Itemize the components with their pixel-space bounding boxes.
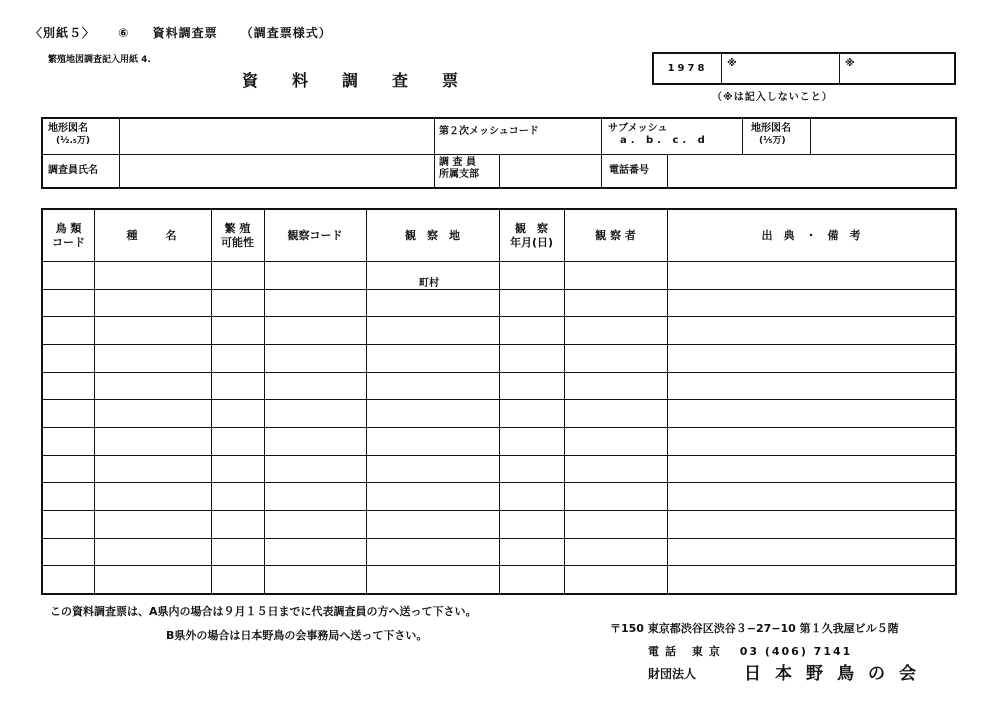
col-header-species: 種 名 bbox=[126, 228, 179, 242]
surveyor-name-field[interactable] bbox=[121, 155, 433, 187]
submesh-options: a. b. c. d bbox=[620, 135, 709, 146]
submesh-label: サブメッシュ a. b. c. d bbox=[608, 123, 709, 146]
col-header-obs-place: 観 察 地 bbox=[405, 228, 460, 242]
reserved-note: （※は記入しないこと） bbox=[712, 92, 833, 103]
col-divider bbox=[601, 119, 602, 187]
column-divider bbox=[499, 210, 500, 593]
table-row bbox=[43, 372, 955, 373]
reserved-field-2: ※ bbox=[845, 58, 855, 69]
col-divider bbox=[119, 119, 120, 187]
col-header-bird-code: 鳥 類 コード bbox=[52, 221, 85, 249]
footer-instruction-1: この資料調査票は、A県内の場合は９月１５日までに代表調査員の方へ送って下さい。 bbox=[50, 605, 477, 618]
mesh2-label: 第２次メッシュコード bbox=[439, 126, 539, 137]
column-divider bbox=[564, 210, 565, 593]
table-row bbox=[43, 344, 955, 345]
table-row bbox=[43, 427, 955, 428]
phone-field[interactable] bbox=[669, 155, 955, 187]
map-name-label: 地形図名 (¹⁄₂.₅万) bbox=[48, 123, 90, 146]
col-header-source-notes: 出 典 ・ 備 考 bbox=[761, 228, 861, 242]
town-label: 町村 bbox=[419, 278, 439, 289]
table-row bbox=[43, 289, 955, 290]
column-divider bbox=[211, 210, 212, 593]
id-box bbox=[652, 52, 956, 85]
col-header-obs-date: 観 察 年月(日) bbox=[509, 221, 554, 249]
column-divider bbox=[366, 210, 367, 593]
map-name-label-2: 地形図名 (¹⁄₅万) bbox=[751, 123, 791, 146]
col-header-breeding: 繁 殖 可能性 bbox=[221, 221, 254, 249]
col-divider bbox=[434, 119, 435, 187]
observation-table bbox=[41, 208, 957, 595]
surveyor-info-table bbox=[41, 117, 957, 189]
header-line bbox=[30, 24, 350, 41]
column-divider bbox=[264, 210, 265, 593]
col-header-obs-code: 観察コード bbox=[287, 228, 343, 242]
org-address: 〒150 東京都渋谷区渋谷３−27−10 第１久我屋ビル５階 bbox=[610, 622, 899, 635]
phone-label: 電話番号 bbox=[609, 165, 649, 176]
branch-label: 調 査 員 所属支部 bbox=[439, 157, 479, 180]
surveyor-name-label: 調査員氏名 bbox=[48, 165, 98, 176]
form-subtitle: 繁殖地図調査記入用紙 4. bbox=[48, 55, 151, 65]
page-title: 資料調査票 bbox=[242, 71, 493, 90]
map-scale-2: (¹⁄₅万) bbox=[759, 136, 786, 146]
doc-name: 資料調査票 bbox=[152, 26, 218, 40]
table-row bbox=[43, 399, 955, 400]
col-divider bbox=[667, 154, 668, 187]
map-scale-1: (¹⁄₂.₅万) bbox=[56, 136, 90, 146]
table-row bbox=[43, 455, 955, 456]
attachment-label: 〈別紙５〉 bbox=[30, 26, 96, 40]
table-row bbox=[43, 482, 955, 483]
table-row bbox=[43, 261, 955, 262]
format-label: （調査票様式） bbox=[240, 26, 332, 40]
col-divider bbox=[499, 154, 500, 187]
org-phone bbox=[648, 643, 852, 659]
column-divider bbox=[94, 210, 95, 593]
reserved-field-1: ※ bbox=[722, 54, 840, 83]
year-field[interactable]: 1978 bbox=[654, 54, 722, 83]
map-name-field[interactable] bbox=[121, 119, 433, 153]
phone-number: 03 (406) 7141 bbox=[739, 645, 853, 658]
col-divider bbox=[742, 119, 743, 154]
org-name: 日本野鳥の会 bbox=[744, 664, 930, 684]
table-row bbox=[43, 538, 955, 539]
footer-instruction-2: B県外の場合は日本野鳥の会事務局へ送って下さい。 bbox=[166, 629, 428, 642]
table-row bbox=[43, 510, 955, 511]
column-divider bbox=[667, 210, 668, 593]
org-type: 財団法人 bbox=[648, 667, 697, 681]
col-header-observer: 観 察 者 bbox=[595, 228, 636, 242]
phone-prefix: 電話 東京 bbox=[648, 645, 726, 658]
table-row bbox=[43, 565, 955, 566]
form-number: ⑥ bbox=[118, 26, 130, 40]
table-row bbox=[43, 316, 955, 317]
col-divider bbox=[810, 119, 811, 154]
